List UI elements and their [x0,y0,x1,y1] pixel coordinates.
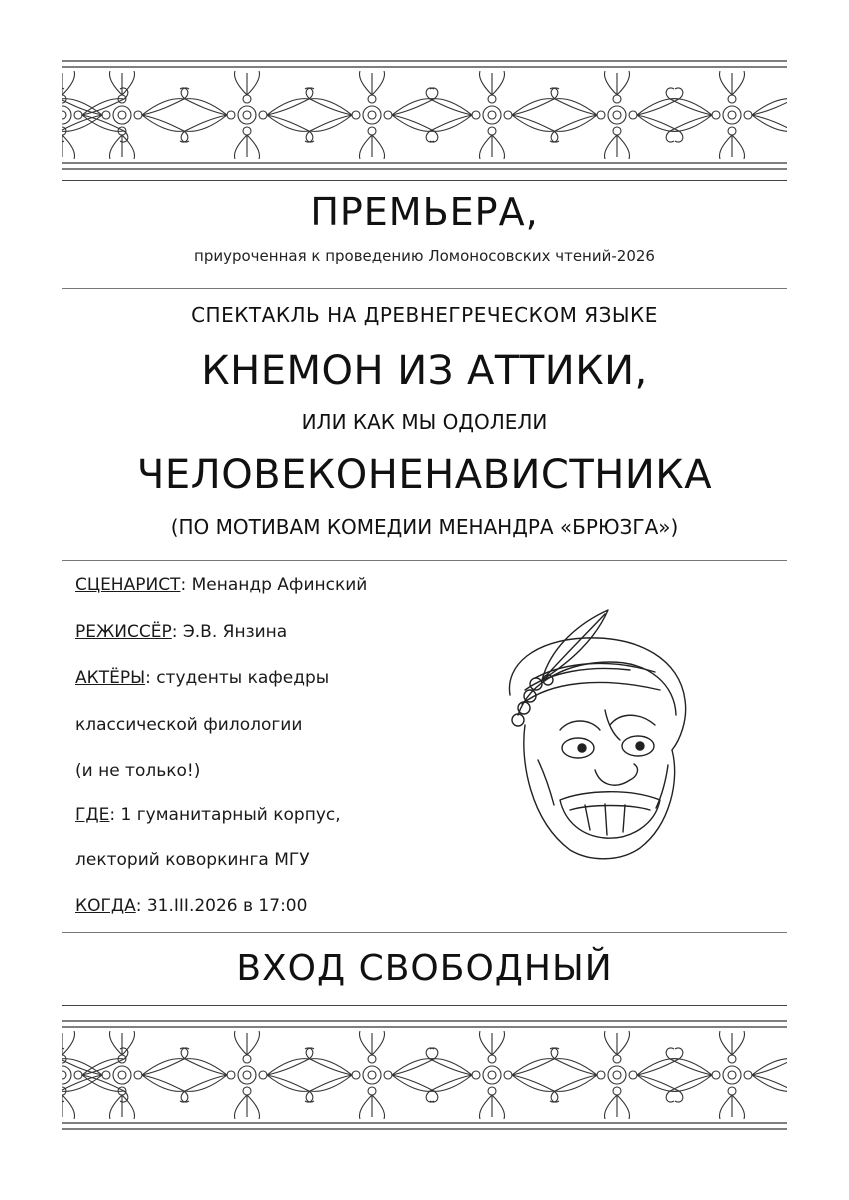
play-based-on: (ПО МОТИВАМ КОМЕДИИ МЕНАНДРА «БРЮЗГА») [170,515,679,539]
actors-value: : студенты кафедры [145,668,330,688]
play-title-or: ИЛИ КАК МЫ ОДОЛЕЛИ [301,410,548,434]
palmette-ornament-icon [62,1015,787,1135]
free-entry-heading: ВХОД СВОБОДНЫЙ [236,948,613,989]
comedy-mask-illustration [490,600,700,870]
play-title-line2: ЧЕЛОВЕКОНЕНАВИСТНИКА [136,452,713,498]
bottom-ornament-border [62,1015,787,1135]
director-value: : Э.В. Янзина [171,622,288,642]
rule-after-title [62,560,787,561]
rule-top [62,180,787,181]
play-title-line1: КНЕМОН ИЗ АТТИКИ, [201,348,648,394]
top-ornament-border [62,55,787,175]
director-label: РЕЖИССЁР [75,622,172,642]
when-line [75,896,307,916]
writer-line [75,575,367,595]
actors-line-2: классической филологии [75,715,303,735]
comedy-mask-icon [490,600,700,870]
premiere-heading: ПРЕМЬЕРА, [310,190,539,234]
actors-label: АКТЁРЫ [75,668,146,688]
rule-before-entry [62,932,787,933]
actors-line [75,668,329,688]
when-label: КОГДА [75,896,136,916]
rule-bottom [62,1005,787,1006]
actors-line-3: (и не только!) [75,761,201,781]
writer-value: : Менандр Афинский [180,575,368,595]
writer-label: СЦЕНАРИСТ [75,575,181,595]
when-value: : 31.III.2026 в 17:00 [135,896,308,916]
rule-after-header [62,288,787,289]
where-line-2: лекторий коворкинга МГУ [75,850,310,870]
palmette-ornament-icon [62,55,787,175]
where-label: ГДЕ [75,805,110,825]
occasion-subheading: приуроченная к проведению Ломоносовских чтений-2026 [194,247,655,265]
where-line [75,805,341,825]
play-kind: СПЕКТАКЛЬ НА ДРЕВНЕГРЕЧЕСКОМ ЯЗЫКЕ [191,303,658,327]
where-value: : 1 гуманитарный корпус, [109,805,341,825]
director-line [75,622,287,642]
